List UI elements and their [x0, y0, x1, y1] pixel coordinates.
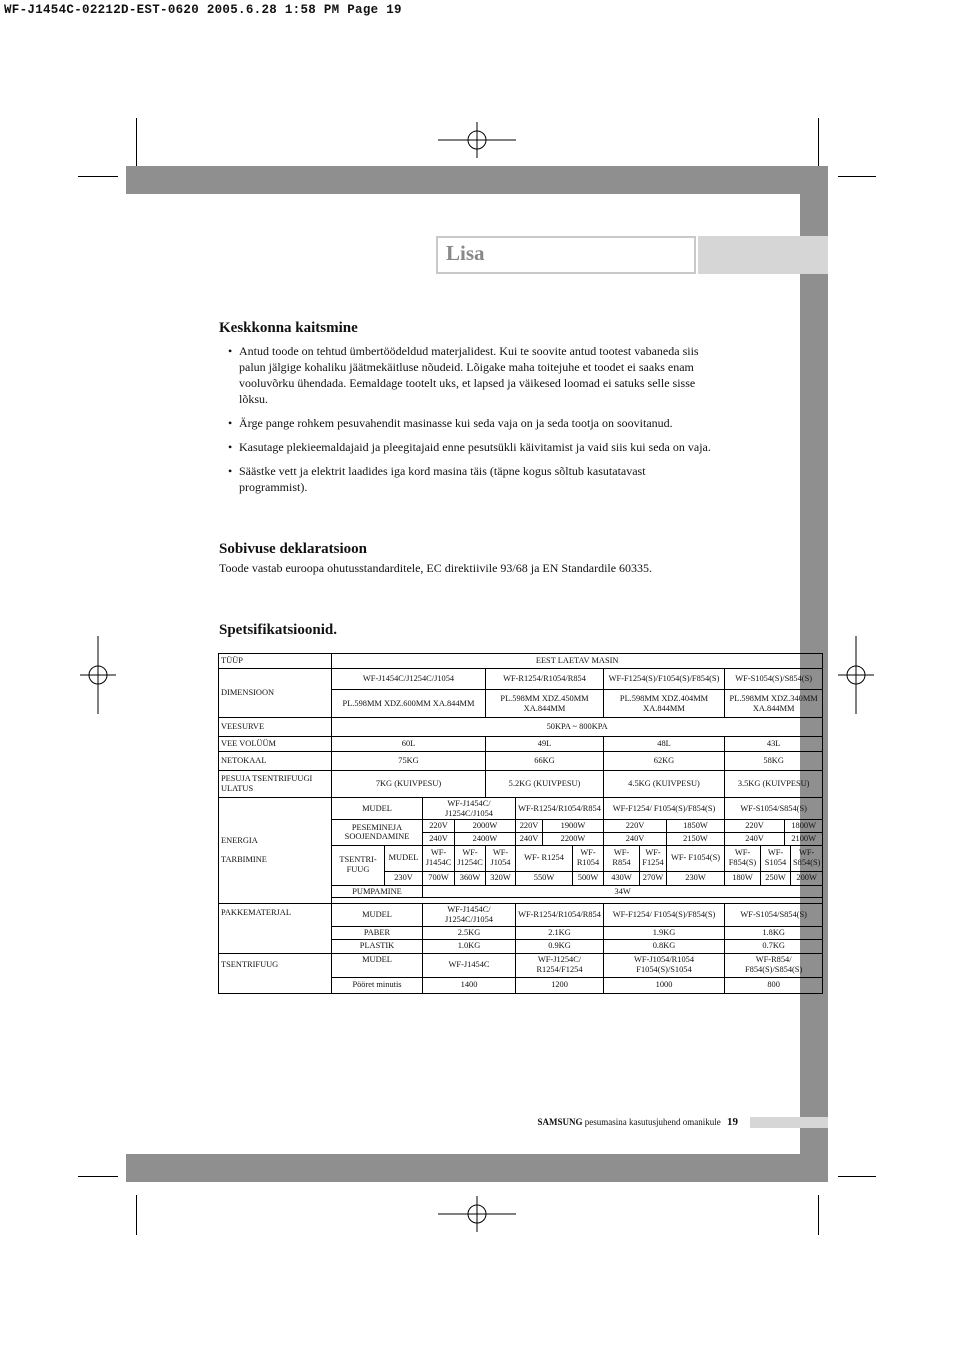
bottom-bar	[126, 1154, 828, 1182]
list-item: • Ärge pange rohkem pesuvahendit masinasse kui seda vaja on ja seda tootja on soovitanud.	[221, 415, 711, 431]
table-cell: WF- R1054	[573, 845, 604, 871]
table-cell: 66KG	[486, 752, 604, 771]
table-cell: 62KG	[604, 752, 725, 771]
table-cell: PL.598MM XDZ.404MM XA.844MM	[604, 690, 725, 718]
table-cell: WF- J1254C	[455, 845, 486, 871]
table-cell: 0.7KG	[725, 939, 823, 953]
table-cell: 1900W	[543, 820, 604, 833]
table-cell: WF-J1454C/ J1254C/J1054	[423, 798, 516, 820]
table-cell: WF-R1254/R1054/R854	[516, 904, 604, 926]
table-cell: WF-R1254/R1054/R854	[516, 798, 604, 820]
table-cell: WF-S1054/S854(S)	[725, 904, 823, 926]
table-cell: 60L	[332, 737, 486, 752]
table-cell: 320W	[486, 871, 516, 885]
table-cell: TSENTRI- FUUG	[332, 845, 385, 885]
table-cell: 2200W	[543, 832, 604, 845]
table-cell	[332, 820, 423, 845]
table-cell: 230W	[667, 871, 725, 885]
registration-mark-icon	[838, 636, 874, 714]
registration-mark-icon	[80, 636, 116, 714]
page-number: 19	[727, 1116, 738, 1128]
table-cell: DIMENSIOON	[219, 669, 332, 718]
table-cell: WF-J1054/R1054 F1054(S)/S1054	[604, 953, 725, 977]
table-cell: PL.598MM XDZ.600MM XA.844MM	[332, 690, 486, 718]
table-cell: MUDEL	[332, 798, 423, 820]
crop-mark	[838, 1176, 876, 1177]
table-cell: EEST LAETAV MASIN	[332, 654, 823, 669]
title-accent	[698, 236, 828, 274]
table-cell: 49L	[486, 737, 604, 752]
table-cell: 43L	[725, 737, 823, 752]
table-cell: 180W	[725, 871, 761, 885]
table-cell: TSENTRIFUUG	[219, 953, 332, 993]
table-cell: 800	[725, 977, 823, 993]
registration-mark-icon	[438, 1196, 516, 1232]
list-item: • Säästke vett ja elektrit laadides iga kord masina täis (täpne kogus sõltub kasutatavast programmist).	[221, 463, 711, 495]
table-cell: 50KPA ~ 800KPA	[332, 718, 823, 737]
table-cell: 0.8KG	[604, 939, 725, 953]
table-cell: WF-S1054/S854(S)	[725, 798, 823, 820]
registration-mark-icon	[438, 122, 516, 158]
table-cell: 430W	[604, 871, 640, 885]
table-cell: MUDEL	[385, 845, 423, 871]
crop-mark	[136, 1195, 137, 1235]
table-cell: 4.5KG (KUIVPESU)	[604, 771, 725, 798]
page-title-box	[436, 236, 696, 274]
energy-label: TARBIMINE	[221, 855, 267, 865]
table-cell: WF- R854	[604, 845, 640, 871]
footer-brand: SAMSUNG	[537, 1117, 583, 1127]
table-cell: WF-F1254/ F1054(S)/F854(S)	[604, 798, 725, 820]
table-cell: 220V	[423, 820, 455, 833]
table-cell: WF- F854(S)	[725, 845, 761, 871]
table-cell: WF-F1254(S)/F1054(S)/F854(S)	[604, 669, 725, 690]
crop-mark	[838, 176, 876, 177]
footer-text: pesumasina kasutusjuhend omanikule	[584, 1117, 721, 1127]
table-cell: Pööret minutis	[332, 977, 423, 993]
table-cell: 2100W	[785, 832, 823, 845]
table-cell: 1850W	[667, 820, 725, 833]
crop-mark	[78, 1176, 118, 1177]
table-cell: 220V	[725, 820, 785, 833]
table-cell: 200W	[791, 871, 823, 885]
table-cell: 58KG	[725, 752, 823, 771]
table-cell: 240V	[516, 832, 543, 845]
environment-bullet-list	[221, 343, 711, 503]
table-cell: 1.9KG	[604, 926, 725, 939]
table-cell: 2.1KG	[516, 926, 604, 939]
table-cell: WF-J1454C/ J1254C/J1054	[423, 904, 516, 926]
table-cell: WF- F1054(S)	[667, 845, 725, 871]
list-item: • Antud toode on tehtud ümbertöödeldud materjalidest. Kui te soovite antud tootest vabaneda siis palun jälgige kohaliku jäätmekäitluse nõudeid. Lõigake maha toitejuhe et toodet ei saaks enam vooluvõrku ühendada. Eemaldage tootelt uks, et lapsed ja väikesed loomad ei satuks selle sisse lõksu.	[221, 343, 711, 407]
section-title-specs: Spetsifikatsioonid.	[219, 622, 337, 638]
table-cell: WF- R1254	[516, 845, 573, 871]
table-cell: 360W	[455, 871, 486, 885]
declaration-text: Toode vastab euroopa ohutusstandarditele, EC direktiivile 93/68 ja EN Standardile 60335.	[219, 561, 653, 575]
table-cell: WF- S854(S)	[791, 845, 823, 871]
table-cell: 2400W	[455, 832, 516, 845]
table-cell: WF-F1254/ F1054(S)/F854(S)	[604, 904, 725, 926]
table-cell: WF-J1254C/ R1254/F1254	[516, 953, 604, 977]
list-item: • Kasutage plekieemaldajaid ja pleegitajaid enne pesutsükli käivitamist ja vaid siis kui seda on vaja.	[221, 439, 711, 455]
table-cell: 270W	[640, 871, 667, 885]
heating-label: PESEMINEJA	[351, 822, 403, 832]
section-title-declaration: Sobivuse deklaratsioon	[219, 541, 367, 557]
table-cell: 1400	[423, 977, 516, 993]
table-cell: 700W	[423, 871, 455, 885]
table-cell: WF- J1054	[486, 845, 516, 871]
crop-mark	[78, 176, 118, 177]
table-cell: 240V	[423, 832, 455, 845]
table-cell: WF- F1254	[640, 845, 667, 871]
table-cell: WF-J1454C	[423, 953, 516, 977]
table-cell: PUMPAMINE	[332, 885, 423, 898]
table-cell: WF- J1454C	[423, 845, 455, 871]
table-cell: 250W	[761, 871, 791, 885]
table-cell: 2000W	[455, 820, 516, 833]
table-cell: 500W	[573, 871, 604, 885]
table-cell: WF-S1054(S)/S854(S)	[725, 669, 823, 690]
table-cell: 1.8KG	[725, 926, 823, 939]
table-cell: VEE VOLÜÜM	[219, 737, 332, 752]
table-cell: WF-R854/ F854(S)/S854(S)	[725, 953, 823, 977]
table-cell: 2.5KG	[423, 926, 516, 939]
energy-label: ENERGIA	[221, 836, 258, 846]
table-cell: PESUJA TSENTRIFUUGI ULATUS	[219, 771, 332, 798]
table-cell: 75KG	[332, 752, 486, 771]
table-cell: 220V	[516, 820, 543, 833]
table-cell: 240V	[604, 832, 667, 845]
table-cell	[219, 798, 332, 904]
table-cell: 34W	[423, 885, 823, 898]
table-cell: 48L	[604, 737, 725, 752]
footer-accent	[750, 1117, 828, 1128]
table-cell: 1200	[516, 977, 604, 993]
table-cell: 0.9KG	[516, 939, 604, 953]
crop-mark	[818, 1195, 819, 1235]
table-cell: PABER	[332, 926, 423, 939]
table-cell: PAKKEMATERJAL	[219, 904, 332, 953]
table-cell: 1000	[604, 977, 725, 993]
table-cell: 230V	[385, 871, 423, 885]
table-cell: 1800W	[785, 820, 823, 833]
print-header: WF-J1454C-02212D-EST-0620 2005.6.28 1:58 PM Page 19	[4, 3, 402, 17]
top-bar	[126, 166, 828, 194]
table-cell: 1.0KG	[423, 939, 516, 953]
spec-table	[218, 653, 823, 994]
table-cell: VEESURVE	[219, 718, 332, 737]
table-cell: WF-R1254/R1054/R854	[486, 669, 604, 690]
page-title: Lisa	[446, 241, 485, 265]
table-cell: 550W	[516, 871, 573, 885]
table-cell: MUDEL	[332, 904, 423, 926]
table-cell: PL.598MM XDZ.340MM XA.844MM	[725, 690, 823, 718]
table-cell: NETOKAAL	[219, 752, 332, 771]
table-cell: WF-J1454C/J1254C/J1054	[332, 669, 486, 690]
table-cell: TÜÜP	[219, 654, 332, 669]
section-title-environment: Keskkonna kaitsmine	[219, 320, 358, 336]
table-cell: 7KG (KUIVPESU)	[332, 771, 486, 798]
heating-label: SOOJENDAMINE	[344, 832, 410, 842]
table-cell: MUDEL	[332, 953, 423, 977]
table-cell: WF- S1054	[761, 845, 791, 871]
table-cell: 2150W	[667, 832, 725, 845]
table-cell: 5.2KG (KUIVPESU)	[486, 771, 604, 798]
table-cell: 3.5KG (KUIVPESU)	[725, 771, 823, 798]
table-cell: PLASTIK	[332, 939, 423, 953]
table-cell: 240V	[725, 832, 785, 845]
table-cell: 220V	[604, 820, 667, 833]
table-cell: PL.598MM XDZ.450MM XA.844MM	[486, 690, 604, 718]
page-footer	[538, 1116, 739, 1128]
